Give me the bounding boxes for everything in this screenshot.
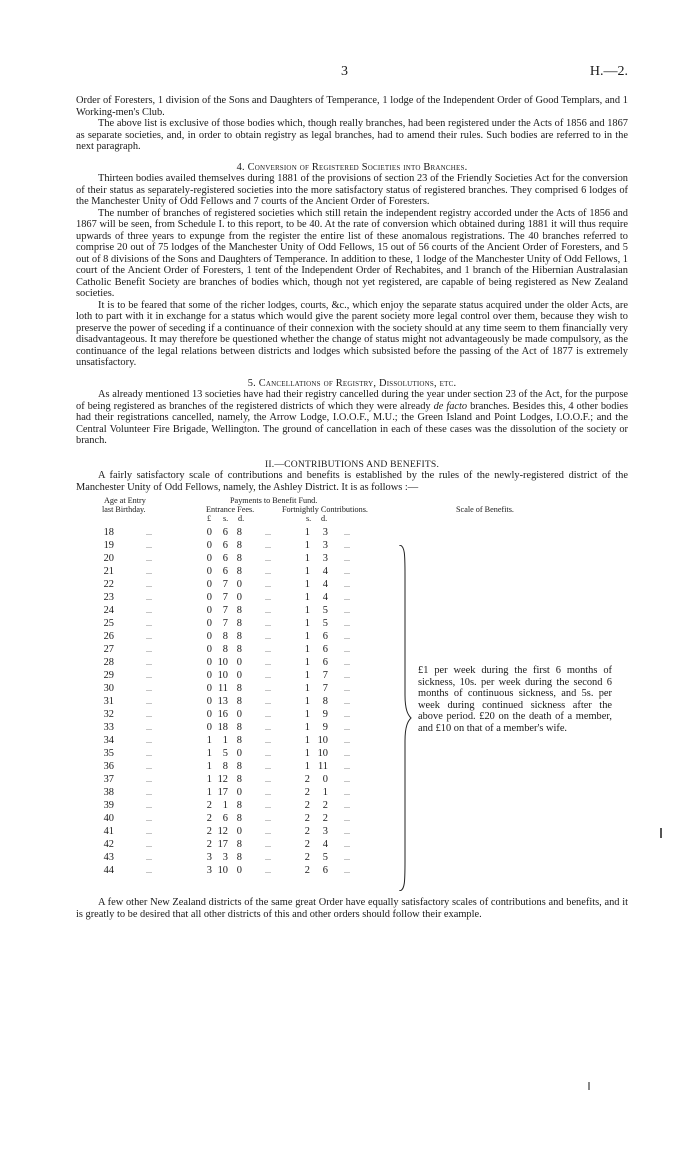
shillings-cell: 6 [222, 553, 228, 564]
dots-2: ... [265, 723, 271, 732]
dots-2: ... [265, 567, 271, 576]
dots-1: ... [146, 762, 152, 771]
shillings-cell: 6 [222, 566, 228, 577]
dots-3: ... [344, 671, 350, 680]
fortnightly-shillings-cell: 1 [304, 709, 310, 720]
pounds-cell: 0 [206, 527, 212, 538]
paragraph-continuation: Order of Foresters, 1 division of the Sons and Daughters of Temperance, 1 lodge of the Independent Order of Good Templars, and 1 Working-men's Club. [76, 95, 628, 118]
fortnightly-shillings-cell: 2 [304, 800, 310, 811]
dots-3: ... [344, 697, 350, 706]
shillings-cell: 10 [217, 670, 228, 681]
margin-mark [660, 828, 662, 838]
dots-2: ... [265, 814, 271, 823]
shillings-cell: 6 [222, 527, 228, 538]
fortnightly-shillings-cell: 1 [304, 657, 310, 668]
age-cell: 23 [103, 592, 114, 603]
pounds-cell: 0 [206, 618, 212, 629]
dots-2: ... [265, 788, 271, 797]
section-heading-cancellations: 5. Cancellations of Registry, Dissolutions, etc. [247, 377, 457, 389]
dots-3: ... [344, 853, 350, 862]
dots-1: ... [146, 866, 152, 875]
dots-2: ... [265, 749, 271, 758]
table-row [76, 631, 628, 643]
age-cell: 44 [103, 865, 114, 876]
fortnightly-shillings-cell: 1 [304, 540, 310, 551]
shillings-cell: 8 [222, 761, 228, 772]
dots-1: ... [146, 541, 152, 550]
pence-cell: 0 [236, 865, 242, 876]
pence-cell: 8 [236, 813, 242, 824]
age-cell: 34 [103, 735, 114, 746]
age-cell: 26 [103, 631, 114, 642]
header-payments: Payments to Benefit Fund. [230, 496, 318, 505]
dots-3: ... [344, 749, 350, 758]
age-cell: 32 [103, 709, 114, 720]
fortnightly-shillings-cell: 1 [304, 605, 310, 616]
shillings-cell: 8 [222, 631, 228, 642]
pence-cell: 8 [236, 631, 242, 642]
pence-cell: 8 [236, 618, 242, 629]
shillings-cell: 6 [222, 813, 228, 824]
table-row [76, 592, 628, 604]
section-heading-contributions: II.—CONTRIBUTIONS AND BENEFITS. [264, 458, 440, 470]
document-body [76, 95, 628, 920]
dots-2: ... [265, 710, 271, 719]
shillings-cell: 11 [217, 683, 228, 694]
table-row [76, 748, 628, 760]
fortnightly-pence-cell: 6 [322, 644, 328, 655]
dots-2: ... [265, 671, 271, 680]
pounds-cell: 1 [206, 761, 212, 772]
scale-of-benefits [418, 665, 612, 734]
shillings-cell: 8 [222, 644, 228, 655]
dots-3: ... [344, 632, 350, 641]
dots-3: ... [344, 658, 350, 667]
paragraph-conversion: Thirteen bodies availed themselves during 1881 of the provisions of section 23 of the Friendly Societies Act for the conversion of their status as separately-registered societies into the more satisfactory status of registered branches. They comprised 6 lodges of the Manchester Unity of Odd Fellows and 7 courts of the Ancient Order of Foresters. [76, 173, 628, 207]
dots-2: ... [265, 762, 271, 771]
age-cell: 38 [103, 787, 114, 798]
dots-2: ... [265, 528, 271, 537]
pence-cell: 8 [236, 540, 242, 551]
fortnightly-shillings-cell: 1 [304, 683, 310, 694]
fortnightly-pence-cell: 3 [322, 553, 328, 564]
dots-1: ... [146, 619, 152, 628]
fortnightly-pence-cell: 8 [322, 696, 328, 707]
shillings-cell: 12 [217, 826, 228, 837]
table-row [76, 644, 628, 656]
pounds-cell: 2 [206, 839, 212, 850]
benefit-text: £1 per week during the first 6 months of sickness, 10s. per week during the second 6 months of continuous sickness, and 5s. per week during continued sickness after the above period. £20 on the death of a member, and £10 on that of a member's wife. [418, 665, 612, 734]
pounds-cell: 2 [206, 800, 212, 811]
table-row [76, 618, 628, 630]
dots-1: ... [146, 606, 152, 615]
age-cell: 29 [103, 670, 114, 681]
pence-cell: 0 [236, 826, 242, 837]
pence-cell: 8 [236, 644, 242, 655]
fortnightly-shillings-cell: 1 [304, 527, 310, 538]
dots-1: ... [146, 788, 152, 797]
shillings-cell: 17 [217, 787, 228, 798]
fortnightly-pence-cell: 9 [322, 709, 328, 720]
pounds-cell: 1 [206, 748, 212, 759]
pence-cell: 8 [236, 683, 242, 694]
age-cell: 18 [103, 527, 114, 538]
dots-3: ... [344, 554, 350, 563]
fortnightly-shillings-cell: 1 [304, 696, 310, 707]
pence-cell: 8 [236, 800, 242, 811]
dots-1: ... [146, 658, 152, 667]
dots-3: ... [344, 619, 350, 628]
dots-1: ... [146, 749, 152, 758]
age-cell: 43 [103, 852, 114, 863]
dots-1: ... [146, 827, 152, 836]
pence-cell: 8 [236, 735, 242, 746]
dots-1: ... [146, 775, 152, 784]
fortnightly-shillings-cell: 2 [304, 826, 310, 837]
page-header [70, 64, 628, 80]
pence-cell: 8 [236, 527, 242, 538]
pounds-cell: 1 [206, 774, 212, 785]
dots-2: ... [265, 580, 271, 589]
fortnightly-pence-cell: 6 [322, 631, 328, 642]
dots-3: ... [344, 710, 350, 719]
dots-1: ... [146, 671, 152, 680]
pence-cell: 0 [236, 657, 242, 668]
fortnightly-pence-cell: 10 [317, 735, 328, 746]
dots-3: ... [344, 567, 350, 576]
table-row [76, 813, 628, 825]
age-cell: 21 [103, 566, 114, 577]
shillings-cell: 7 [222, 592, 228, 603]
pounds-cell: 0 [206, 566, 212, 577]
header-scale: Scale of Benefits. [456, 505, 514, 514]
dots-3: ... [344, 840, 350, 849]
shillings-cell: 10 [217, 865, 228, 876]
age-cell: 28 [103, 657, 114, 668]
unit-fortnightly-shillings: s. [306, 514, 312, 523]
dots-3: ... [344, 866, 350, 875]
fortnightly-shillings-cell: 1 [304, 631, 310, 642]
age-cell: 40 [103, 813, 114, 824]
fortnightly-pence-cell: 4 [322, 579, 328, 590]
table-row [76, 761, 628, 773]
unit-fortnightly-pence: d. [321, 514, 328, 523]
dots-3: ... [344, 580, 350, 589]
dots-1: ... [146, 723, 152, 732]
fortnightly-shillings-cell: 1 [304, 735, 310, 746]
dots-1: ... [146, 554, 152, 563]
table-row [76, 527, 628, 539]
table-row [76, 579, 628, 591]
dots-1: ... [146, 593, 152, 602]
dots-3: ... [344, 827, 350, 836]
contributions-table [76, 493, 628, 897]
paragraph-feared: It is to be feared that some of the richer lodges, courts, &c., which enjoy the separate status acquired under the older Acts, are loth to part with it in exchange for a status which would give the parent society more legal control over them, because they wish to preserve the power of seceding if a continuance of their connexion with the society should at any time seem to them financially very disadvantageous. It may therefore be questioned whether the change of status might not advantageously be made compulsory, as the continuance of the legal relations between districts and lodges which subsisted before the passing of the Act of 1877 is extremely unsatisfactory. [76, 299, 628, 368]
age-cell: 30 [103, 683, 114, 694]
pence-cell: 8 [236, 605, 242, 616]
dots-1: ... [146, 853, 152, 862]
table-row [76, 865, 628, 877]
age-cell: 24 [103, 605, 114, 616]
dots-3: ... [344, 801, 350, 810]
dots-1: ... [146, 801, 152, 810]
shillings-cell: 12 [217, 774, 228, 785]
pence-cell: 0 [236, 748, 242, 759]
dots-1: ... [146, 645, 152, 654]
dots-2: ... [265, 697, 271, 706]
pence-cell: 8 [236, 761, 242, 772]
dots-2: ... [265, 775, 271, 784]
pence-cell: 0 [236, 592, 242, 603]
dots-2: ... [265, 658, 271, 667]
fortnightly-shillings-cell: 2 [304, 774, 310, 785]
pounds-cell: 0 [206, 696, 212, 707]
fortnightly-pence-cell: 1 [322, 787, 328, 798]
fortnightly-shillings-cell: 1 [304, 618, 310, 629]
paragraph-cancellations: As already mentioned 13 societies have had their registry cancelled during the year under section 23 of the Act, for the purpose of being registered as branches of the registered districts of which they were already de facto branches. Besides this, 4 other bodies had their registrations cancelled, namely, the Arrow Lodge, I.O.O.F., M.U.; the Green Island and Point Lodges, I.O.O.F.; and the Central Volunteer Fire Brigade, Wellington. The ground of cancellation in each of these cases was the dissolution of the society or branch. [76, 389, 628, 446]
dots-3: ... [344, 541, 350, 550]
fortnightly-pence-cell: 11 [317, 761, 328, 772]
shillings-cell: 5 [222, 748, 228, 759]
dots-1: ... [146, 528, 152, 537]
pence-cell: 0 [236, 579, 242, 590]
age-cell: 37 [103, 774, 114, 785]
dots-2: ... [265, 593, 271, 602]
pounds-cell: 0 [206, 670, 212, 681]
age-cell: 27 [103, 644, 114, 655]
table-row [76, 566, 628, 578]
pence-cell: 8 [236, 774, 242, 785]
shillings-cell: 7 [222, 579, 228, 590]
dots-3: ... [344, 606, 350, 615]
dots-1: ... [146, 684, 152, 693]
shillings-cell: 6 [222, 540, 228, 551]
dots-2: ... [265, 606, 271, 615]
fortnightly-pence-cell: 2 [322, 813, 328, 824]
age-cell: 33 [103, 722, 114, 733]
age-cell: 42 [103, 839, 114, 850]
unit-pence: d. [238, 514, 245, 523]
pence-cell: 8 [236, 839, 242, 850]
dots-2: ... [265, 554, 271, 563]
fortnightly-shillings-cell: 1 [304, 761, 310, 772]
fortnightly-pence-cell: 5 [322, 605, 328, 616]
dots-2: ... [265, 840, 271, 849]
dots-2: ... [265, 736, 271, 745]
pence-cell: 0 [236, 787, 242, 798]
dots-2: ... [265, 541, 271, 550]
document-reference: H.—2. [589, 64, 628, 79]
shillings-cell: 13 [217, 696, 228, 707]
header-entrance: Entrance Fees. [206, 505, 255, 514]
dots-2: ... [265, 801, 271, 810]
pounds-cell: 0 [206, 540, 212, 551]
fortnightly-pence-cell: 6 [322, 657, 328, 668]
fortnightly-shillings-cell: 1 [304, 553, 310, 564]
shillings-cell: 10 [217, 657, 228, 668]
pounds-cell: 0 [206, 657, 212, 668]
paragraph-branch-count: The number of branches of registered societies which still retain the independent registry accorded under the Acts of 1856 and 1867 will be seen, from Schedule I. to this report, to be 40. At the rate of conversion which obtained during 1881 it will thus require upwards of three years to expunge from the register the entire list of these anomalous registrations. The 40 branches referred to comprise 20 out of 75 lodges of the Manchester Unity of Odd Fellows, 15 out of 56 courts of the Ancient Order of Foresters, and 5 out of 8 divisions of the Sons and Daughters of Temperance. In addition to these, 1 lodge of the Manchester Unity of Odd Fellows, 1 court of the Ancient Order of Foresters, 1 tent of the Independent Order of Rechabites, and 1 branch of the Hibernian Australasian Catholic Benefit Society are branches of bodies which, though not yet registered, are capable of being registered as New Zealand societies. [76, 207, 628, 299]
dots-2: ... [265, 632, 271, 641]
table-row [76, 839, 628, 851]
fortnightly-shillings-cell: 2 [304, 852, 310, 863]
dots-1: ... [146, 632, 152, 641]
pence-cell: 8 [236, 566, 242, 577]
shillings-cell: 17 [217, 839, 228, 850]
unit-pounds: £ [207, 514, 212, 523]
dots-2: ... [265, 866, 271, 875]
fortnightly-pence-cell: 9 [322, 722, 328, 733]
pence-cell: 0 [236, 670, 242, 681]
pounds-cell: 0 [206, 722, 212, 733]
fortnightly-pence-cell: 3 [322, 826, 328, 837]
dots-2: ... [265, 827, 271, 836]
pounds-cell: 0 [206, 592, 212, 603]
fortnightly-shillings-cell: 2 [304, 865, 310, 876]
fortnightly-shillings-cell: 2 [304, 787, 310, 798]
pence-cell: 8 [236, 696, 242, 707]
dots-2: ... [265, 684, 271, 693]
pence-cell: 8 [236, 852, 242, 863]
shillings-cell: 1 [222, 735, 228, 746]
dots-1: ... [146, 697, 152, 706]
dots-1: ... [146, 840, 152, 849]
table-row [76, 787, 628, 799]
table-row [76, 774, 628, 786]
dots-3: ... [344, 736, 350, 745]
age-cell: 39 [103, 800, 114, 811]
dots-3: ... [344, 684, 350, 693]
age-cell: 22 [103, 579, 114, 590]
dots-2: ... [265, 619, 271, 628]
table-row [76, 800, 628, 812]
fortnightly-pence-cell: 2 [322, 800, 328, 811]
shillings-cell: 18 [217, 722, 228, 733]
fortnightly-shillings-cell: 2 [304, 813, 310, 824]
brace-icon [398, 545, 412, 891]
dots-1: ... [146, 814, 152, 823]
dots-3: ... [344, 814, 350, 823]
page-speck [588, 1082, 590, 1090]
page-number: 3 [341, 64, 348, 79]
age-cell: 41 [103, 826, 114, 837]
pence-cell: 8 [236, 553, 242, 564]
header-age-line2: last Birthday. [102, 505, 146, 514]
dots-3: ... [344, 762, 350, 771]
table-row [76, 826, 628, 838]
shillings-cell: 3 [222, 852, 228, 863]
table-row [76, 605, 628, 617]
fortnightly-pence-cell: 3 [322, 540, 328, 551]
fortnightly-shillings-cell: 1 [304, 566, 310, 577]
pounds-cell: 0 [206, 579, 212, 590]
fortnightly-pence-cell: 7 [322, 683, 328, 694]
fortnightly-shillings-cell: 1 [304, 722, 310, 733]
pounds-cell: 1 [206, 787, 212, 798]
pounds-cell: 3 [206, 852, 212, 863]
dots-1: ... [146, 710, 152, 719]
pounds-cell: 2 [206, 826, 212, 837]
unit-shillings: s. [223, 514, 229, 523]
table-row [76, 553, 628, 565]
fortnightly-pence-cell: 6 [322, 865, 328, 876]
table-row [76, 735, 628, 747]
fortnightly-shillings-cell: 2 [304, 839, 310, 850]
fortnightly-pence-cell: 4 [322, 592, 328, 603]
age-cell: 19 [103, 540, 114, 551]
age-cell: 36 [103, 761, 114, 772]
fortnightly-pence-cell: 4 [322, 566, 328, 577]
dots-3: ... [344, 593, 350, 602]
shillings-cell: 16 [217, 709, 228, 720]
fortnightly-shillings-cell: 1 [304, 748, 310, 759]
section-heading-conversion: 4. Conversion of Registered Societies into Branches. [236, 161, 468, 173]
pounds-cell: 0 [206, 683, 212, 694]
fortnightly-pence-cell: 5 [322, 618, 328, 629]
pounds-cell: 1 [206, 735, 212, 746]
fortnightly-shillings-cell: 1 [304, 670, 310, 681]
dots-3: ... [344, 775, 350, 784]
pounds-cell: 3 [206, 865, 212, 876]
age-cell: 25 [103, 618, 114, 629]
header-age-line1: Age at Entry [104, 496, 146, 505]
header-fortnightly: Fortnightly Contributions. [282, 505, 368, 514]
dots-3: ... [344, 723, 350, 732]
pence-cell: 8 [236, 722, 242, 733]
pounds-cell: 0 [206, 644, 212, 655]
shillings-cell: 7 [222, 605, 228, 616]
pence-cell: 0 [236, 709, 242, 720]
fortnightly-shillings-cell: 1 [304, 592, 310, 603]
dots-1: ... [146, 567, 152, 576]
shillings-cell: 7 [222, 618, 228, 629]
fortnightly-pence-cell: 10 [317, 748, 328, 759]
fortnightly-pence-cell: 3 [322, 527, 328, 538]
table-row [76, 852, 628, 864]
pounds-cell: 0 [206, 709, 212, 720]
dots-3: ... [344, 788, 350, 797]
dots-3: ... [344, 645, 350, 654]
dots-2: ... [265, 853, 271, 862]
pounds-cell: 0 [206, 605, 212, 616]
pounds-cell: 2 [206, 813, 212, 824]
dots-3: ... [344, 528, 350, 537]
fortnightly-pence-cell: 0 [322, 774, 328, 785]
pounds-cell: 0 [206, 553, 212, 564]
paragraph-conclusion: A few other New Zealand districts of the same great Order have equally satisfactory scales of contributions and benefits, and it is greatly to be desired that all other districts of this and other orders should follow their example. [76, 897, 628, 920]
pounds-cell: 0 [206, 631, 212, 642]
paragraph-exclusion: The above list is exclusive of those bodies which, though really branches, had been registered under the Acts of 1856 and 1867 as separate societies, and, in order to obtain registry as legal branches, had to amend their rules. Such bodies are referred to in the next paragraph. [76, 118, 628, 152]
age-cell: 20 [103, 553, 114, 564]
paragraph-scale-intro: A fairly satisfactory scale of contributions and benefits is established by the rules of the newly-registered district of the Manchester Unity of Odd Fellows, namely, the Ashley District. It is as follows :— [76, 470, 628, 493]
age-cell: 35 [103, 748, 114, 759]
fortnightly-shillings-cell: 1 [304, 644, 310, 655]
fortnightly-pence-cell: 5 [322, 852, 328, 863]
shillings-cell: 1 [222, 800, 228, 811]
dots-1: ... [146, 736, 152, 745]
dots-1: ... [146, 580, 152, 589]
age-cell: 31 [103, 696, 114, 707]
fortnightly-pence-cell: 4 [322, 839, 328, 850]
table-row [76, 540, 628, 552]
fortnightly-pence-cell: 7 [322, 670, 328, 681]
fortnightly-shillings-cell: 1 [304, 579, 310, 590]
dots-2: ... [265, 645, 271, 654]
